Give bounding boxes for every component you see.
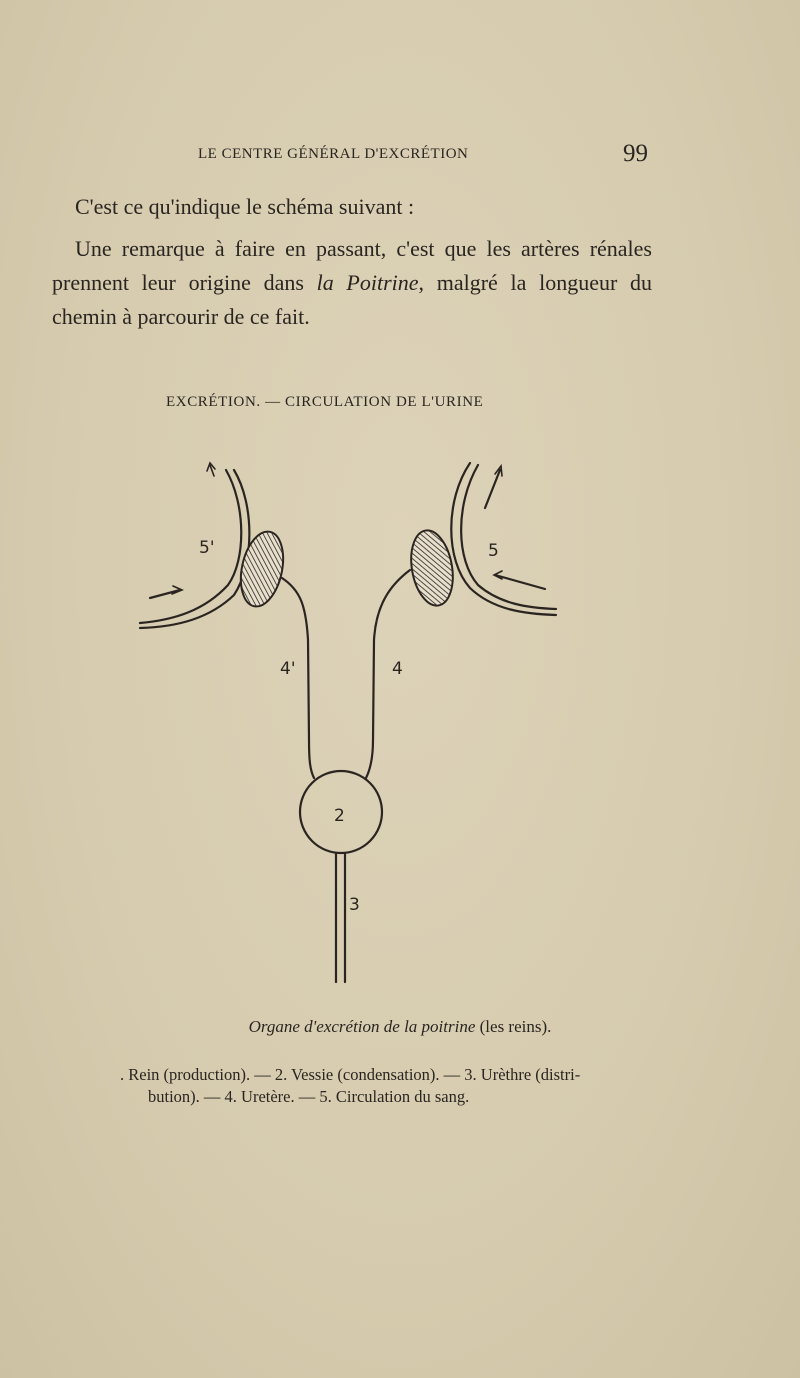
figure-legend	[120, 1064, 650, 1108]
paragraph-intro: C'est ce qu'indique le schéma suivant :	[75, 194, 415, 219]
running-title: LE CENTRE GÉNÉRAL D'EXCRÉTION	[198, 146, 469, 162]
running-head	[198, 142, 658, 172]
page-number: 99	[623, 140, 648, 167]
left-kidney	[235, 528, 290, 611]
label-bladder: 2	[334, 806, 345, 826]
paragraph-remark	[52, 232, 652, 334]
label-right-circulation: 5	[488, 541, 499, 561]
figure-legend-line-2: bution). — 4. Uretère. — 5. Circulation du sang.	[148, 1087, 470, 1106]
figure-caption-italic: Organe d'excrétion de la poitrine	[248, 1017, 476, 1036]
paragraph-remark-end: , malgré la longueur du chemin à parcourir de ce fait.	[52, 270, 653, 329]
excretion-diagram	[0, 440, 800, 1000]
right-kidney	[406, 527, 459, 609]
paragraph-remark-italic: la Poitrine	[316, 270, 419, 295]
right-ureter	[366, 570, 410, 778]
right-circulation-vessels	[451, 463, 556, 615]
figure-legend-line-1: . Rein (production). — 2. Vessie (condensation). — 3. Urèthre (distri-	[120, 1065, 581, 1084]
label-left-circulation: 5'	[199, 538, 215, 558]
urethra	[336, 853, 345, 982]
label-left-ureter: 4'	[280, 659, 296, 679]
paragraph-remark-start: Une remarque à faire en passant, c'est que les artères rénales prennent leur origine dans	[52, 236, 652, 295]
figure-title: EXCRÉTION. — CIRCULATION DE L'URINE	[166, 394, 484, 410]
left-circulation-vessels	[140, 463, 249, 628]
label-urethra: 3	[349, 895, 360, 915]
figure-caption-plain: (les reins).	[475, 1017, 552, 1036]
figure-caption	[0, 1017, 800, 1037]
label-right-ureter: 4	[392, 659, 403, 679]
